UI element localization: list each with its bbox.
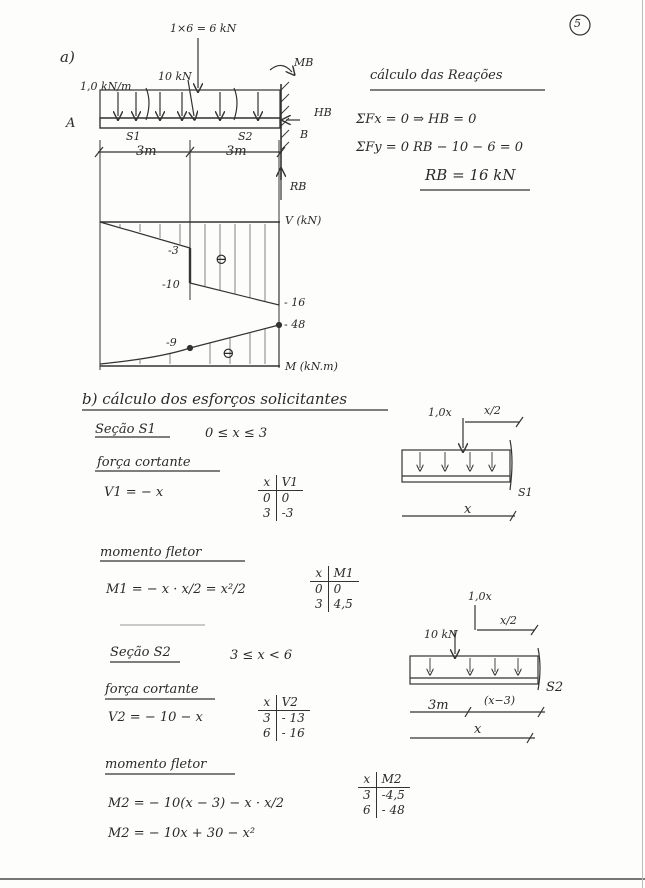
point-a-label: A — [66, 116, 76, 131]
moment-curve — [100, 325, 279, 364]
hb-label: HB — [314, 106, 332, 119]
s1-fig-section: S1 — [518, 486, 533, 499]
s2-title: Seção S2 — [110, 645, 171, 660]
s2-fig-span: 3m — [428, 698, 449, 713]
span-2-label: 3m — [226, 144, 247, 159]
s2-shear-table: x V2 3 - 13 6 - 16 — [258, 695, 310, 741]
support-hatch — [281, 82, 289, 150]
s2-fig-load: 1,0x — [468, 590, 492, 603]
s2-shear-equation: V2 = − 10 − x — [108, 710, 203, 725]
s2-fig-rest: (x−3) — [484, 694, 516, 707]
shear-hatch — [120, 224, 265, 301]
s2-beam — [410, 656, 538, 684]
resultant-load-label: 1×6 = 6 kN — [170, 22, 237, 35]
s2-fig-section: S2 — [546, 680, 564, 695]
s2-range: 3 ≤ x < 6 — [230, 648, 293, 663]
beam — [100, 118, 280, 128]
section-1-mark — [146, 88, 149, 120]
shear-axis-label: V (kN) — [285, 214, 322, 227]
s2-fig-arm: x/2 — [500, 614, 517, 627]
s1-moment-equation: M1 = − x · x/2 = x²/2 — [106, 582, 246, 597]
shear-value-minus-10: -10 — [162, 278, 180, 291]
s1-beam — [402, 450, 510, 482]
s1-fig-length: x — [464, 502, 472, 517]
s2-moment-equation-1: M2 = − 10(x − 3) − x · x/2 — [108, 796, 285, 811]
s1-fig-load: 1,0x — [428, 406, 452, 419]
problem-label: a) — [60, 48, 75, 66]
s2-moment-equation-2: M2 = − 10x + 30 − x² — [108, 826, 256, 841]
s1-title: Seção S1 — [95, 422, 156, 437]
part-b-title: b) cálculo dos esforços solicitantes — [82, 390, 348, 408]
s2-moment-table: x M2 3 -4,5 6 - 48 — [358, 772, 410, 818]
point-load-arrow — [188, 80, 194, 116]
s2-shear-heading: força cortante — [105, 682, 199, 697]
rb-label: RB — [290, 180, 307, 193]
moment-value-minus-48: - 48 — [284, 318, 306, 331]
s2-moment-heading: momento fletor — [105, 757, 207, 772]
s1-range: 0 ≤ x ≤ 3 — [205, 426, 268, 441]
s1-fig-arm: x/2 — [484, 404, 501, 417]
point-b-label: B — [300, 128, 309, 141]
scan-bottom-edge — [0, 878, 645, 880]
distributed-load-label: 1,0 kN/m — [80, 80, 132, 93]
shear-sign: ⊖ — [215, 250, 228, 268]
moment-axis-label: M (kN.m) — [285, 360, 338, 373]
moment-label: MB — [294, 56, 314, 69]
scan-right-edge — [642, 0, 643, 888]
equation-sum-fy: ΣFy = 0 RB − 10 − 6 = 0 — [356, 140, 524, 155]
reactions-title: cálculo das Reações — [370, 68, 503, 83]
section-2-mark — [234, 88, 237, 120]
reaction-result: RB = 16 kN — [425, 166, 516, 184]
s1-shear-heading: força cortante — [97, 455, 191, 470]
shear-value-minus-3: -3 — [168, 244, 179, 257]
moment-sign: ⊖ — [222, 344, 235, 362]
shear-value-minus-16: - 16 — [284, 296, 306, 309]
s2-fig-length: x — [474, 722, 482, 737]
s1-shear-equation: V1 = − x — [104, 485, 164, 500]
span-1-label: 3m — [136, 144, 157, 159]
moment-hatch — [140, 329, 265, 364]
section-1-label: S1 — [126, 130, 141, 143]
point-load-label: 10 kN — [158, 70, 192, 83]
page-number: 5 — [574, 17, 581, 30]
s1-shear-table: x V1 0 0 3 -3 — [258, 475, 303, 521]
moment-arrow — [270, 65, 292, 72]
moment-value-minus-9: -9 — [166, 336, 177, 349]
s1-moment-table: x M1 0 0 3 4,5 — [310, 566, 359, 612]
equation-sum-fx: ΣFx = 0 ⇒ HB = 0 — [356, 112, 477, 127]
s1-moment-heading: momento fletor — [100, 545, 202, 560]
section-2-label: S2 — [238, 130, 253, 143]
s2-fig-point-load: 10 kN — [424, 628, 458, 641]
